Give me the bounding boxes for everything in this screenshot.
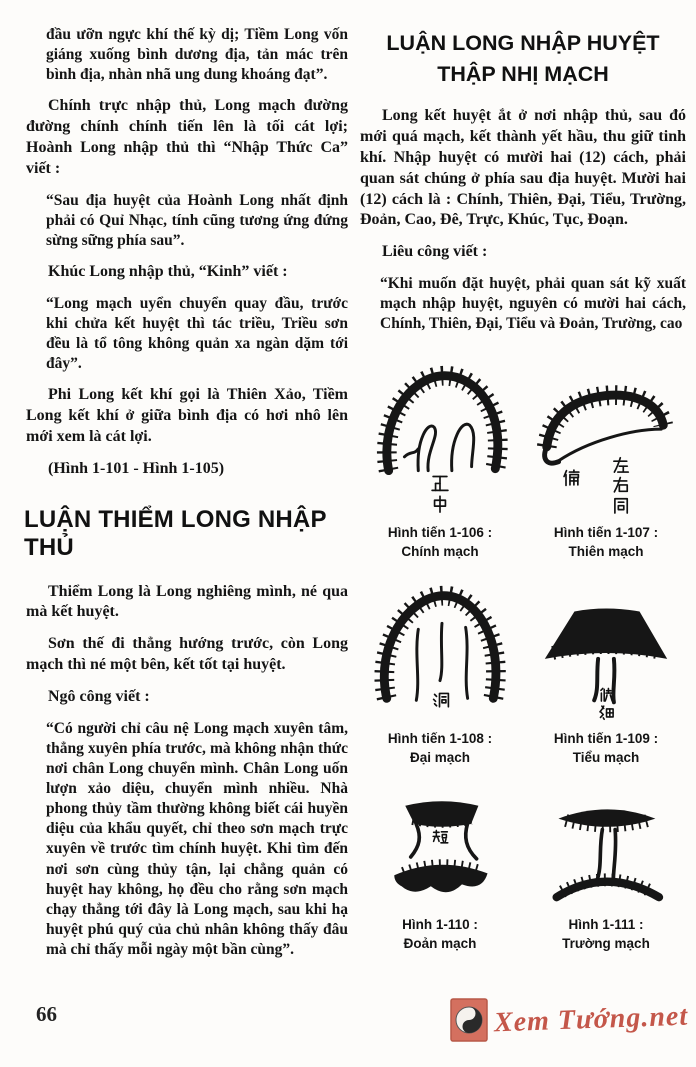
figure-1-109 [527, 576, 685, 768]
right-column [360, 24, 686, 954]
para-khuc-long: Khúc Long nhập thủ, “Kinh” viết : [48, 263, 288, 281]
figure-1-107 [527, 360, 685, 562]
section-heading-thiem-long: LUẬN THIỂM LONG NHẬP THỦ [24, 505, 327, 561]
quote-lieu-cong: “Khi muốn đặt huyệt, phải quan sát kỹ xuất mạch nhập huyệt, nguyên có mười hai cách, Chính, Thiên, Đại, Tiểu và Đoản, Trường, cao [380, 274, 686, 333]
left-column [26, 24, 348, 971]
figure-1-111 [531, 782, 681, 954]
yin-yang-icon [450, 998, 488, 1042]
figure-caption: Hình 1-111 : Trường mạch [562, 916, 650, 951]
hanzi-pian-zuo-you-tong [564, 458, 628, 513]
figure-grid [360, 360, 686, 953]
section-heading-long-nhap-huyet [360, 28, 686, 90]
hanzi-duan [433, 830, 448, 842]
heading-line-1: LUẬN LONG NHẬP HUYỆT [386, 31, 660, 55]
chinh-mach-drawing [361, 360, 519, 518]
quote-tiem-long-continuation: đầu ưỡn ngực khí thế kỳ dị; Tiềm Long vốn giáng xuống bình dương địa, tản mác trên bình địa, nhàn nhã ung dung khoáng đạt”. [46, 26, 348, 84]
quote-khuc-long: “Long mạch uyển chuyển quay đầu, trước khi chửa kết huyệt thì tác triều, Triều sơn đều là tổ tông không quản xa ngàn dặm tới đây”. [46, 294, 348, 373]
hanzi-dong [434, 694, 449, 707]
figure-caption: Hình tiến 1-106 : Chính mạch [387, 525, 493, 560]
para-thiem-long-1: Thiểm Long là Long nghiêng mình, né qua mà kết huyệt. [26, 582, 348, 621]
watermark-text: Xem Tướng.net [493, 1000, 689, 1039]
para-phi-long: Phi Long kết khí gọi là Thiên Xảo, Tiềm Long kết khí ở giữa bình địa có hơi nhô lên mới xem là cát lợi. [26, 386, 348, 445]
truong-mach-drawing [531, 782, 681, 910]
figure-caption: Hình tiến 1-107 : Thiên mạch [553, 525, 659, 560]
figure-1-106 [361, 360, 519, 562]
thien-mach-drawing [527, 360, 685, 518]
figure-caption: Hình 1-110 : Đoản mạch [402, 916, 478, 951]
doan-mach-drawing [365, 782, 515, 910]
quote-ngo-cong: “Có người chỉ câu nệ Long mạch xuyên tâm, thẳng xuyên phía trước, mà không nhận thức nơi chân Long chuyển mình. Chân Long uốn lượn xảo diệu, chuyển mình nhiều. Nhà phong thủy tầm thường không biết cái huyền diệu của khẩu quyết, chỉ theo sơn mạch trực xuyên về trước tìm chính huyệt. Khi tìm đến nơi sơn cùng thủy tận, lại chẳng quản có huyệt hay không, họ đều cho rằng sơn mạch chạy thẳng tới đây là Long mạch, sau khi hạ huyệt phú quý của chủ nhân không thấy đâu mà chỉ thấy mỗi ngày một bần cùng”. [46, 719, 348, 959]
dai-mach-drawing [361, 576, 519, 724]
para-lieu-cong: Liêu công viết : [382, 243, 488, 261]
page-number: 66 [36, 1002, 57, 1026]
tieu-mach-drawing [527, 576, 685, 724]
figure-1-110 [365, 782, 515, 954]
figure-caption: Hình tiến 1-109 : Tiểu mạch [553, 731, 659, 766]
xemtuong-watermark [450, 998, 688, 1042]
figure-1-108 [361, 576, 519, 768]
para-thiem-long-2: Sơn thế đi thẳng hướng trước, còn Long mạch thì né một bên, kết tốt tại huyệt. [26, 635, 348, 673]
para-intro-12-mach: Long kết huyệt ắt ở nơi nhập thủ, sau đó mới quá mạch, kết thành yết hầu, thu giữ tinh khí. Nhập huyệt có mười hai (12) cách, phải quan sát chúng ở phía sau địa huyệt. Mười hai (12) cách là : Chính, Thiên, Đại, Tiểu, Trường, Đoản, Cao, Đê, Trực, Khúc, Tục, Đoạn. [360, 107, 686, 229]
figure-reference: (Hình 1-101 - Hình 1-105) [48, 459, 225, 477]
para-ngo-cong: Ngô công viết : [48, 687, 150, 705]
para-chinh-truc: Chính trực nhập thủ, Long mạch đường đường chính chính tiến lên là tối cát lợi; Hoành Long nhập thủ thì “Nhập Thức Ca” viết : [26, 97, 348, 177]
heading-line-2: THẬP NHỊ MẠCH [437, 62, 609, 87]
hanzi-wei-xi [600, 689, 614, 720]
quote-hoanh-long: “Sau địa huyệt của Hoành Long nhất định phải có Quỉ Nhạc, tính cũng tương ứng đứng sừng sững phía sau”. [46, 191, 348, 249]
figure-caption: Hình tiến 1-108 : Đại mạch [387, 731, 493, 766]
hanzi-zheng-zhong [432, 477, 448, 513]
